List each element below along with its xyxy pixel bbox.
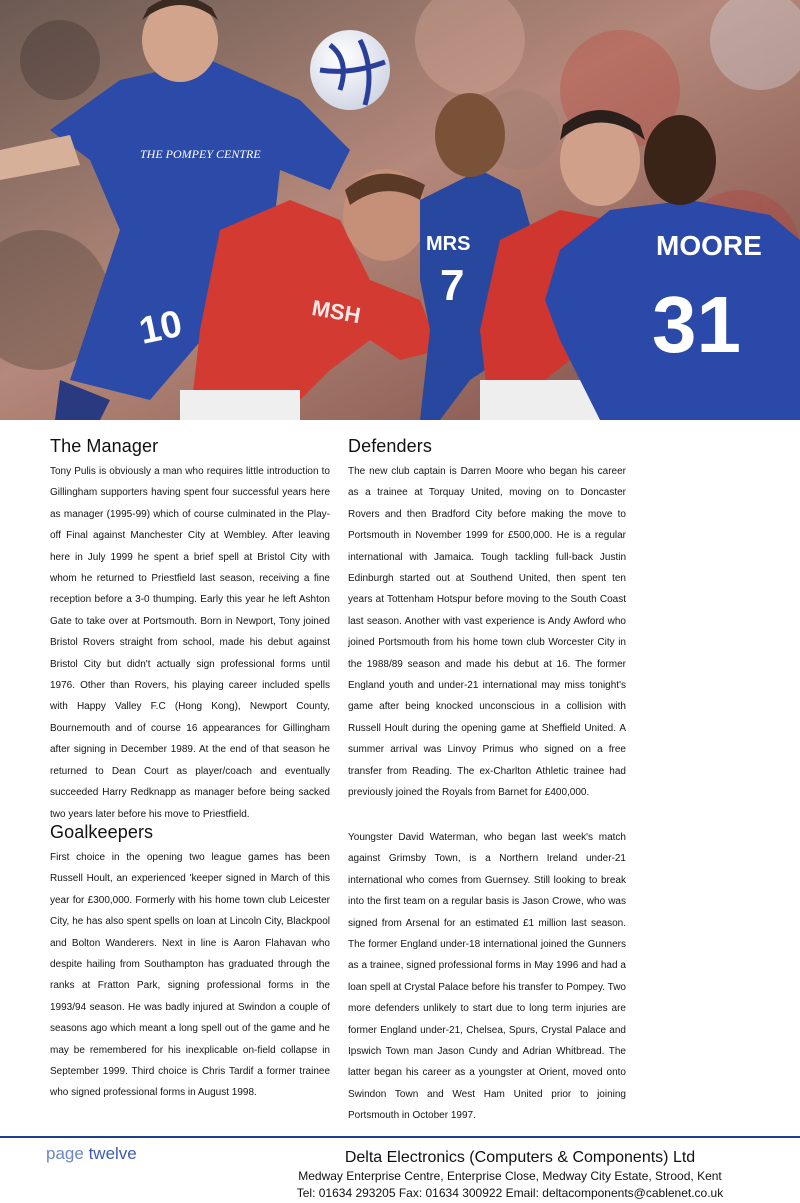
page-number-value: twelve: [88, 1144, 137, 1163]
red-shirt-text: MSH: [310, 295, 363, 329]
manager-heading: The Manager: [50, 436, 159, 456]
player-7-number: 7: [440, 261, 465, 310]
manager-section: [50, 436, 330, 825]
right-column: [348, 436, 626, 1122]
player-31-name: MOORE: [656, 230, 762, 261]
defenders-heading: Defenders: [348, 436, 432, 456]
match-photo-illustration: [0, 0, 800, 420]
sponsor-advert: [240, 1148, 780, 1202]
player-31-number: 31: [652, 280, 741, 369]
goalkeepers-text: First choice in the opening two league games has been Russell Hoult, an experienced 'keeper signed in March of this year for £300,000. Formerly with his home town club Leicester City, he has also spent spells on loan at Lincoln City, Blackpool and Bolton Wanderers. Next in line is Aaron Flahavan who despite hailing from Southampton has graduated through the ranks at Fratton Park, signing professional forms in the 1993/94 season. He was badly injured at Swindon a couple of seasons ago which meant a long spell out of the game and he may be remembered for his inexplicable on-field collapse in September 1999. Third choice is Chris Tardif a former trainee who signed professional forms in August 1998.: [50, 852, 330, 1099]
page-number: [46, 1144, 137, 1164]
manager-text: Tony Pulis is obviously a man who requires little introduction to Gillingham supporters having spent four successful years here as manager (1995-99) which of course culminated in the Play-off Final against Manchester City at Wembley. After leaving here in July 1999 he spent a brief spell at Bristol City with whom he returned to Priestfield last season, receiving a fine reception before a 3-0 thumping. Early this year he left Ashton Gate to take over at Portsmouth. Born in Newport, Tony joined Bristol Rovers straight from school, made his debut against Bristol City but didn't actually sign professional forms until 1976. Other than Rovers, his playing career included spells with Happy Valley F.C (Hong Kong), Newport County, Bournemouth and of course 16 appearances for Gillingham after signing in December 1989. At the end of that season he returned to Dean Court as player/coach and eventually succeeded Harry Redknapp as manager before being sacked two years later before his move to Priestfield.: [50, 466, 330, 820]
match-photo: [0, 0, 800, 420]
player-7-name: MRS: [426, 233, 471, 255]
defenders-text-2: Youngster David Waterman, who began last week's match against Grimsby Town, is a Northern Ireland under-21 international who comes from Guernsey. Still looking to break into the first team on a regular basis is Jason Crowe, who was signed from Arsenal for an estimated £1 million last season. The former England under-18 international joined the Gunners as a trainee, signed professional forms in May 1996 and had a loan spell at Crystal Palace before his transfer to Pompey. Two more defenders unlikely to start due to long term injuries are former England under-21, Chelsea, Spurs, Crystal Palace and Ipswich Town man Jason Cundy and Adrian Whitbread. The latter began his career as a youngster at Orient, moved onto Swindon Town and West Ham United prior to joining Portsmouth in October 1997.: [348, 832, 626, 1122]
footer-rule: [0, 1136, 800, 1138]
shirt-sponsor-text: THE POMPEY CENTRE: [140, 147, 261, 161]
goalkeepers-heading: Goalkeepers: [50, 822, 154, 842]
player-10-number: 10: [135, 302, 186, 353]
sponsor-name: Delta Electronics (Computers & Components) Ltd: [344, 1149, 696, 1166]
sponsor-address: Medway Enterprise Centre, Enterprise Close, Medway City Estate, Strood, Kent: [298, 1169, 722, 1183]
sponsor-contact: Tel: 01634 293205 Fax: 01634 300922 Email: deltacomponents@cablenet.co.uk: [296, 1186, 724, 1200]
left-column: [50, 436, 330, 1099]
goalkeepers-section: [50, 822, 330, 1104]
page-number-word: page: [46, 1144, 84, 1163]
football: [310, 30, 390, 110]
defenders-text-1: The new club captain is Darren Moore who began his career as a trainee at Torquay United, moving on to Doncaster Rovers and then Bradford City before making the move to Portsmouth in November 1999 for £500,000. He is a regular international with Jamaica. Tough tackling full-back Justin Edinburgh started out at Southend United, then spent ten years at Tottenham Hotspur before moving to the South Coast last season. Another with vast experience is Andy Awford who joined Portsmouth from his home town club Worcester City in the 1988/89 season and made his debut at 16. The former England youth and under-21 international may miss tonight's game after being knocked unconscious in a collision with Russell Hoult during the opening game at Sheffield United. A summer arrival was Linvoy Primus who signed on a free transfer from Reading. The ex-Charlton Athletic trainee had previously joined the Royals from Barnet for £400,000.: [348, 466, 626, 799]
